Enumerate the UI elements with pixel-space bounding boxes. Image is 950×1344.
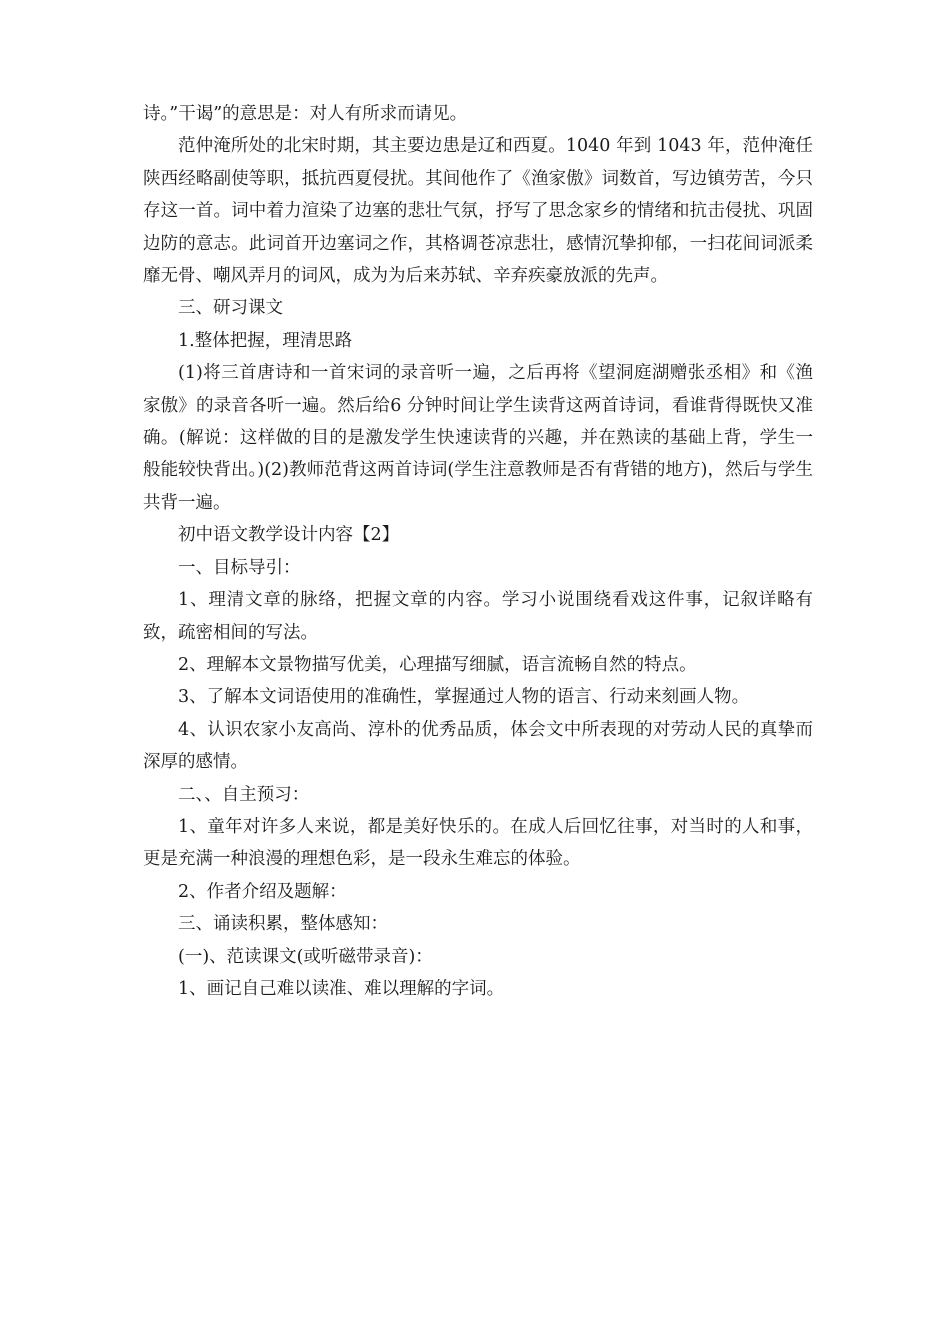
- objective-1: 1、理清文章的脉络，把握文章的内容。学习小说围绕看戏这件事，记叙详略有致，疏密相间的写法。: [143, 590, 813, 643]
- subheading-model-reading: (一)、范读课文(或听磁带录音)：: [178, 946, 433, 967]
- paragraph-2: 范仲淹所处的北宋时期，其主要边患是辽和西夏。1040 年到 1043 年，范仲淹任陕西经略副使等职，抵抗西夏侵扰。其间他作了《渔家傲》词数首，写边镇劳苦，今只存这一首。词中着力渲染了边塞的悲壮气氛，抒写了思念家乡的情绪和抗击侵扰、巩固边防的意志。此词首开边塞词之作，其格调苍凉悲壮，感情沉挚抑郁，一扫花间词派柔靡无骨、嘲风弄月的词风，成为为后来苏轼、辛弃疾豪放派的先声。: [143, 136, 813, 287]
- paragraph-1: 诗。”干谒”的意思是：对人有所求而请见。: [143, 104, 468, 124]
- subheading-overall-grasp: 1.整体把握，理清思路: [178, 330, 353, 351]
- objective-2: 2、理解本文景物描写优美，心理描写细腻，语言流畅自然的特点。: [178, 654, 697, 675]
- objective-3: 3、了解本文词语使用的准确性，掌握通过人物的语言、行动来刻画人物。: [178, 687, 750, 708]
- paragraph-5: (1)将三首唐诗和一首宋词的录音听一遍，之后再将《望洞庭湖赠张丞相》和《渔家傲》的录音各听一遍。然后给6 分钟时间让学生读背这两首诗词，看谁背得既快又准确。(解说：这样做的目的是激发学生快速读背的兴趣，并在熟读的基础上背，学生一般能较快背出。)(2)教师范背这两首诗词(学生注意教师是否有背错的地方)，然后与学生共背一遍。: [143, 363, 813, 513]
- heading-self-preview: 二、、自主预习：: [178, 784, 310, 805]
- heading-objectives: 一、目标导引：: [178, 557, 301, 578]
- heading-reading-accumulation: 三、诵读积累，整体感知：: [178, 914, 388, 935]
- document-body: [143, 98, 813, 1005]
- objective-4: 4、认识农家小友高尚、淳朴的优秀品质，体会文中所表现的对劳动人民的真挚而深厚的感情。: [143, 719, 813, 773]
- preview-item-2: 2、作者介绍及题解：: [178, 881, 347, 902]
- reading-item-1: 1、画记自己难以读准、难以理解的字词。: [178, 978, 505, 999]
- section-heading-study-text: 三、研习课文: [178, 298, 283, 319]
- section-title-teaching-design-2: 初中语文教学设计内容【2】: [178, 525, 400, 546]
- preview-item-1: 1、童年对许多人来说，都是美好快乐的。在成人后回忆往事，对当时的人和事，更是充满一种浪漫的理想色彩，是一段永生难忘的体验。: [143, 816, 813, 870]
